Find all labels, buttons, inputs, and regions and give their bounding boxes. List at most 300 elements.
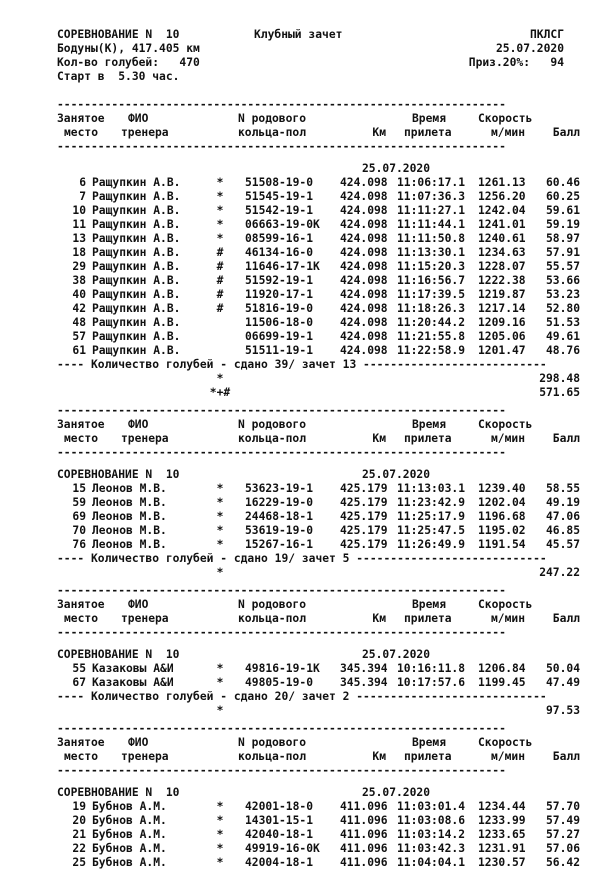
speed-cell: 1239.40 bbox=[478, 482, 526, 495]
table-row bbox=[0, 288, 600, 302]
speed-cell: 1196.68 bbox=[478, 510, 526, 523]
mark-cell: * bbox=[216, 662, 224, 675]
col-place-subheader: место bbox=[64, 432, 99, 445]
table-row bbox=[0, 190, 600, 204]
ring-number-cell: 51508-19-0 bbox=[245, 176, 314, 189]
section-date: 25.07.2020 bbox=[362, 162, 431, 175]
place-cell: 69 bbox=[72, 510, 86, 523]
mark-cell: # bbox=[216, 274, 224, 287]
col-time-subheader: прилета bbox=[404, 612, 452, 625]
table-row bbox=[0, 302, 600, 316]
ring-number-cell: 49816-19-1K bbox=[245, 662, 320, 675]
table-row bbox=[0, 482, 600, 496]
arrival-time-cell: 11:20:44.2 bbox=[397, 316, 466, 329]
column-header-top bbox=[0, 112, 600, 126]
total-mark: * bbox=[216, 704, 224, 717]
speed-cell: 1240.61 bbox=[478, 232, 526, 245]
place-cell: 10 bbox=[72, 204, 86, 217]
col-place-header: Занятое bbox=[57, 598, 105, 611]
col-points-header: Балл bbox=[552, 612, 580, 625]
mark-cell: # bbox=[216, 246, 224, 259]
arrival-time-cell: 11:13:30.1 bbox=[397, 246, 466, 259]
arrival-time-cell: 11:17:39.5 bbox=[397, 288, 466, 301]
table-row bbox=[0, 330, 600, 344]
section-title bbox=[0, 786, 600, 800]
distance-cell: 424.098 bbox=[340, 232, 388, 245]
speed-cell: 1222.38 bbox=[478, 274, 526, 287]
distance-cell: 411.096 bbox=[340, 814, 388, 827]
trainer-name-cell: Ращупкин А.В. bbox=[92, 204, 181, 217]
col-speed-subheader: м/мин bbox=[490, 126, 525, 139]
points-cell: 53.23 bbox=[545, 288, 580, 301]
col-km-header: Км bbox=[372, 126, 386, 139]
arrival-time-cell: 11:03:01.4 bbox=[397, 800, 466, 813]
col-points-header: Балл bbox=[552, 432, 580, 445]
ring-number-cell: 49919-16-0K bbox=[245, 842, 320, 855]
distance-cell: 345.394 bbox=[340, 676, 388, 689]
speed-cell: 1206.84 bbox=[478, 662, 526, 675]
arrival-time-cell: 11:07:36.3 bbox=[397, 190, 466, 203]
arrival-time-cell: 11:25:17.9 bbox=[397, 510, 466, 523]
points-cell: 47.06 bbox=[545, 510, 580, 523]
separator: ------------------------------------------------------------------ bbox=[57, 98, 506, 111]
distance-cell: 425.179 bbox=[340, 538, 388, 551]
column-header-bottom bbox=[0, 750, 600, 764]
ring-number-cell: 49805-19-0 bbox=[245, 676, 314, 689]
points-cell: 59.19 bbox=[545, 218, 580, 231]
place-cell: 13 bbox=[72, 232, 86, 245]
trainer-name-cell: Ращупкин А.В. bbox=[92, 316, 181, 329]
arrival-time-cell: 11:16:56.7 bbox=[397, 274, 466, 287]
distance-cell: 424.098 bbox=[340, 204, 388, 217]
arrival-time-cell: 11:04:04.1 bbox=[397, 856, 466, 869]
table-row bbox=[0, 662, 600, 676]
speed-cell: 1202.04 bbox=[478, 496, 526, 509]
table-row bbox=[0, 496, 600, 510]
arrival-time-cell: 11:25:47.5 bbox=[397, 524, 466, 537]
trainer-name-cell: Ращупкин А.В. bbox=[92, 302, 181, 315]
col-place-subheader: место bbox=[64, 750, 99, 763]
mark-cell: # bbox=[216, 260, 224, 273]
col-place-subheader: место bbox=[64, 612, 99, 625]
header-line-4 bbox=[0, 70, 600, 84]
trainer-name-cell: Леонов М.В. bbox=[92, 482, 167, 495]
trainer-name-cell: Бубнов А.М. bbox=[92, 856, 167, 869]
place-cell: 48 bbox=[72, 316, 86, 329]
distance-cell: 424.098 bbox=[340, 274, 388, 287]
col-place-subheader: место bbox=[64, 126, 99, 139]
trainer-name-cell: Ращупкин А.В. bbox=[92, 330, 181, 343]
points-cell: 50.04 bbox=[545, 662, 580, 675]
arrival-time-cell: 11:11:44.1 bbox=[397, 218, 466, 231]
distance-cell: 424.098 bbox=[340, 176, 388, 189]
col-place-header: Занятое bbox=[57, 112, 105, 125]
birds-summary: ---- Количество голубей - сдано 19/ зачет 5 ---------------------------- bbox=[57, 552, 547, 565]
col-speed-header: Скорость bbox=[478, 598, 533, 611]
trainer-name-cell: Казаковы А&И bbox=[92, 662, 174, 675]
speed-cell: 1199.45 bbox=[478, 676, 526, 689]
col-ring-subheader: кольца-пол bbox=[238, 126, 307, 139]
speed-cell: 1241.01 bbox=[478, 218, 526, 231]
total-line bbox=[0, 386, 600, 400]
trainer-name-cell: Ращупкин А.В. bbox=[92, 260, 181, 273]
total-mark: *+# bbox=[209, 386, 231, 399]
ring-number-cell: 51511-19-1 bbox=[245, 344, 314, 357]
birds-summary: ---- Количество голубей - сдано 39/ зачет 13 --------------------------- bbox=[57, 358, 547, 371]
distance-cell: 424.098 bbox=[340, 288, 388, 301]
mark-cell: * bbox=[216, 814, 224, 827]
col-name-header: ФИО bbox=[128, 736, 149, 749]
table-row bbox=[0, 538, 600, 552]
speed-cell: 1205.06 bbox=[478, 330, 526, 343]
separator: ------------------------------------------------------------------ bbox=[57, 446, 506, 459]
speed-cell: 1230.57 bbox=[478, 856, 526, 869]
mark-cell: # bbox=[216, 302, 224, 315]
place-cell: 7 bbox=[79, 190, 86, 203]
separator-line bbox=[0, 626, 600, 640]
points-cell: 55.57 bbox=[545, 260, 580, 273]
mark-cell: * bbox=[216, 190, 224, 203]
total-mark: * bbox=[216, 372, 224, 385]
mark-cell: * bbox=[216, 538, 224, 551]
distance-cell: 424.098 bbox=[340, 302, 388, 315]
col-km-header: Км bbox=[372, 612, 386, 625]
arrival-time-cell: 10:17:57.6 bbox=[397, 676, 466, 689]
speed-cell: 1242.04 bbox=[478, 204, 526, 217]
mark-cell: * bbox=[216, 800, 224, 813]
col-name-header: ФИО bbox=[128, 598, 149, 611]
ring-number-cell: 53623-19-1 bbox=[245, 482, 314, 495]
mark-cell: * bbox=[216, 524, 224, 537]
col-time-header: Время bbox=[412, 598, 447, 611]
place-cell: 11 bbox=[72, 218, 86, 231]
speed-cell: 1261.13 bbox=[478, 176, 526, 189]
distance-cell: 424.098 bbox=[340, 316, 388, 329]
arrival-time-cell: 11:11:50.8 bbox=[397, 232, 466, 245]
speed-cell: 1195.02 bbox=[478, 524, 526, 537]
table-row bbox=[0, 274, 600, 288]
mark-cell: * bbox=[216, 842, 224, 855]
summary-line bbox=[0, 552, 600, 566]
place-cell: 67 bbox=[72, 676, 86, 689]
distance-cell: 411.096 bbox=[340, 856, 388, 869]
arrival-time-cell: 11:18:26.3 bbox=[397, 302, 466, 315]
mark-cell: * bbox=[216, 204, 224, 217]
trainer-name-cell: Ращупкин А.В. bbox=[92, 288, 181, 301]
table-row bbox=[0, 218, 600, 232]
summary-line bbox=[0, 690, 600, 704]
arrival-time-cell: 11:22:58.9 bbox=[397, 344, 466, 357]
club-name: ПКЛСГ bbox=[529, 28, 564, 41]
distance-cell: 425.179 bbox=[340, 510, 388, 523]
speed-cell: 1217.14 bbox=[478, 302, 526, 315]
table-row bbox=[0, 176, 600, 190]
ring-number-cell: 16229-19-0 bbox=[245, 496, 314, 509]
table-row bbox=[0, 842, 600, 856]
table-row bbox=[0, 232, 600, 246]
place-cell: 70 bbox=[72, 524, 86, 537]
scoring-type: Клубный зачет bbox=[254, 28, 343, 41]
column-header-bottom bbox=[0, 432, 600, 446]
distance-cell: 425.179 bbox=[340, 496, 388, 509]
points-cell: 57.49 bbox=[545, 814, 580, 827]
arrival-time-cell: 11:26:49.9 bbox=[397, 538, 466, 551]
trainer-name-cell: Леонов М.В. bbox=[92, 496, 167, 509]
summary-line bbox=[0, 358, 600, 372]
mark-cell: * bbox=[216, 496, 224, 509]
speed-cell: 1191.54 bbox=[478, 538, 526, 551]
col-time-subheader: прилета bbox=[404, 432, 452, 445]
ring-number-cell: 11506-18-0 bbox=[245, 316, 314, 329]
mark-cell: * bbox=[216, 232, 224, 245]
header-line-2 bbox=[0, 42, 600, 56]
points-cell: 58.55 bbox=[545, 482, 580, 495]
distance-cell: 411.096 bbox=[340, 828, 388, 841]
speed-cell: 1233.99 bbox=[478, 814, 526, 827]
section-title bbox=[0, 468, 600, 482]
place-cell: 55 bbox=[72, 662, 86, 675]
separator: ------------------------------------------------------------------ bbox=[57, 764, 506, 777]
distance-cell: 424.098 bbox=[340, 330, 388, 343]
table-row bbox=[0, 510, 600, 524]
separator: ------------------------------------------------------------------ bbox=[57, 140, 506, 153]
ring-number-cell: 06699-19-1 bbox=[245, 330, 314, 343]
column-header-top bbox=[0, 736, 600, 750]
col-speed-header: Скорость bbox=[478, 736, 533, 749]
trainer-name-cell: Ращупкин А.В. bbox=[92, 246, 181, 259]
birds-summary: ---- Количество голубей - сдано 20/ зачет 2 ---------------------------- bbox=[57, 690, 547, 703]
column-header-bottom bbox=[0, 126, 600, 140]
ring-number-cell: 46134-16-0 bbox=[245, 246, 314, 259]
points-cell: 58.97 bbox=[545, 232, 580, 245]
separator-line bbox=[0, 404, 600, 418]
trainer-name-cell: Ращупкин А.В. bbox=[92, 190, 181, 203]
place-cell: 19 bbox=[72, 800, 86, 813]
speed-cell: 1233.65 bbox=[478, 828, 526, 841]
section-title bbox=[0, 162, 600, 176]
separator: ------------------------------------------------------------------ bbox=[57, 626, 506, 639]
trainer-name-cell: Казаковы А&И bbox=[92, 676, 174, 689]
trainer-name-cell: Бубнов А.М. bbox=[92, 828, 167, 841]
place-cell: 29 bbox=[72, 260, 86, 273]
ring-number-cell: 51542-19-1 bbox=[245, 204, 314, 217]
ring-number-cell: 08599-16-1 bbox=[245, 232, 314, 245]
section-competition-title: СОРЕВНОВАНИЕ N 10 bbox=[57, 786, 180, 799]
trainer-name-cell: Бубнов А.М. bbox=[92, 800, 167, 813]
trainer-name-cell: Леонов М.В. bbox=[92, 524, 167, 537]
ring-number-cell: 42004-18-1 bbox=[245, 856, 314, 869]
table-row bbox=[0, 676, 600, 690]
col-points-header: Балл bbox=[552, 126, 580, 139]
col-speed-subheader: м/мин bbox=[490, 432, 525, 445]
place-cell: 6 bbox=[79, 176, 86, 189]
speed-cell: 1219.87 bbox=[478, 288, 526, 301]
birds-count: Кол-во голубей: 470 bbox=[57, 56, 200, 69]
total-points: 298.48 bbox=[539, 372, 580, 385]
col-ring-header: N родового bbox=[238, 736, 307, 749]
col-ring-subheader: кольца-пол bbox=[238, 750, 307, 763]
release-point-distance: Бодуны(К), 417.405 км bbox=[57, 42, 200, 55]
col-place-header: Занятое bbox=[57, 418, 105, 431]
column-header-bottom bbox=[0, 612, 600, 626]
speed-cell: 1228.07 bbox=[478, 260, 526, 273]
distance-cell: 425.179 bbox=[340, 524, 388, 537]
arrival-time-cell: 11:03:08.6 bbox=[397, 814, 466, 827]
points-cell: 47.49 bbox=[545, 676, 580, 689]
col-time-header: Время bbox=[412, 418, 447, 431]
col-name-subheader: тренера bbox=[121, 432, 169, 445]
place-cell: 18 bbox=[72, 246, 86, 259]
competition-title: СОРЕВНОВАНИЕ N 10 bbox=[57, 28, 180, 41]
separator-line bbox=[0, 446, 600, 460]
col-ring-subheader: кольца-пол bbox=[238, 432, 307, 445]
arrival-time-cell: 11:11:27.1 bbox=[397, 204, 466, 217]
points-cell: 59.61 bbox=[545, 204, 580, 217]
table-row bbox=[0, 800, 600, 814]
speed-cell: 1256.20 bbox=[478, 190, 526, 203]
distance-cell: 425.179 bbox=[340, 482, 388, 495]
separator-line bbox=[0, 584, 600, 598]
points-cell: 51.53 bbox=[545, 316, 580, 329]
ring-number-cell: 06663-19-0K bbox=[245, 218, 320, 231]
speed-cell: 1231.91 bbox=[478, 842, 526, 855]
speed-cell: 1209.16 bbox=[478, 316, 526, 329]
trainer-name-cell: Леонов М.В. bbox=[92, 538, 167, 551]
separator-line bbox=[0, 98, 600, 112]
arrival-time-cell: 11:06:17.1 bbox=[397, 176, 466, 189]
distance-cell: 345.394 bbox=[340, 662, 388, 675]
place-cell: 40 bbox=[72, 288, 86, 301]
col-speed-header: Скорость bbox=[478, 418, 533, 431]
table-row bbox=[0, 828, 600, 842]
total-line bbox=[0, 704, 600, 718]
ring-number-cell: 53619-19-0 bbox=[245, 524, 314, 537]
table-row bbox=[0, 524, 600, 538]
points-cell: 56.42 bbox=[545, 856, 580, 869]
col-name-subheader: тренера bbox=[121, 750, 169, 763]
trainer-name-cell: Ращупкин А.В. bbox=[92, 176, 181, 189]
separator-line bbox=[0, 764, 600, 778]
section-date: 25.07.2020 bbox=[362, 786, 431, 799]
points-cell: 53.66 bbox=[545, 274, 580, 287]
ring-number-cell: 42040-18-1 bbox=[245, 828, 314, 841]
separator-line bbox=[0, 140, 600, 154]
ring-number-cell: 14301-15-1 bbox=[245, 814, 314, 827]
mark-cell: * bbox=[216, 856, 224, 869]
trainer-name-cell: Бубнов А.М. bbox=[92, 842, 167, 855]
total-line bbox=[0, 566, 600, 580]
col-name-subheader: тренера bbox=[121, 126, 169, 139]
total-points: 571.65 bbox=[539, 386, 580, 399]
place-cell: 22 bbox=[72, 842, 86, 855]
place-cell: 42 bbox=[72, 302, 86, 315]
col-points-header: Балл bbox=[552, 750, 580, 763]
total-points: 97.53 bbox=[545, 704, 580, 717]
total-mark: * bbox=[216, 566, 224, 579]
arrival-time-cell: 11:21:55.8 bbox=[397, 330, 466, 343]
distance-cell: 424.098 bbox=[340, 344, 388, 357]
col-speed-header: Скорость bbox=[478, 112, 533, 125]
col-time-subheader: прилета bbox=[404, 750, 452, 763]
place-cell: 25 bbox=[72, 856, 86, 869]
col-name-subheader: тренера bbox=[121, 612, 169, 625]
arrival-time-cell: 11:23:42.9 bbox=[397, 496, 466, 509]
col-km-header: Км bbox=[372, 750, 386, 763]
table-row bbox=[0, 316, 600, 330]
header-line-3 bbox=[0, 56, 600, 70]
distance-cell: 411.096 bbox=[340, 800, 388, 813]
separator: ------------------------------------------------------------------ bbox=[57, 584, 506, 597]
table-row bbox=[0, 814, 600, 828]
column-header-top bbox=[0, 598, 600, 612]
place-cell: 76 bbox=[72, 538, 86, 551]
ring-number-cell: 15267-16-1 bbox=[245, 538, 314, 551]
section-title bbox=[0, 648, 600, 662]
points-cell: 60.46 bbox=[545, 176, 580, 189]
arrival-time-cell: 11:13:03.1 bbox=[397, 482, 466, 495]
section-date: 25.07.2020 bbox=[362, 648, 431, 661]
total-line bbox=[0, 372, 600, 386]
mark-cell: * bbox=[216, 510, 224, 523]
col-km-header: Км bbox=[372, 432, 386, 445]
points-cell: 48.76 bbox=[545, 344, 580, 357]
points-cell: 49.19 bbox=[545, 496, 580, 509]
trainer-name-cell: Ращупкин А.В. bbox=[92, 218, 181, 231]
table-row bbox=[0, 856, 600, 870]
separator: ------------------------------------------------------------------ bbox=[57, 404, 506, 417]
separator: ------------------------------------------------------------------ bbox=[57, 722, 506, 735]
col-ring-header: N родового bbox=[238, 418, 307, 431]
trainer-name-cell: Ращупкин А.В. bbox=[92, 344, 181, 357]
arrival-time-cell: 11:15:20.3 bbox=[397, 260, 466, 273]
points-cell: 57.27 bbox=[545, 828, 580, 841]
place-cell: 61 bbox=[72, 344, 86, 357]
separator-line bbox=[0, 722, 600, 736]
ring-number-cell: 42001-18-0 bbox=[245, 800, 314, 813]
col-ring-header: N родового bbox=[238, 112, 307, 125]
mark-cell: # bbox=[216, 288, 224, 301]
trainer-name-cell: Бубнов А.М. bbox=[92, 814, 167, 827]
ring-number-cell: 51592-19-1 bbox=[245, 274, 314, 287]
table-row bbox=[0, 344, 600, 358]
start-time: Старт в 5.30 час. bbox=[57, 70, 180, 83]
distance-cell: 424.098 bbox=[340, 190, 388, 203]
points-cell: 60.25 bbox=[545, 190, 580, 203]
col-ring-header: N родового bbox=[238, 598, 307, 611]
speed-cell: 1234.44 bbox=[478, 800, 526, 813]
distance-cell: 424.098 bbox=[340, 260, 388, 273]
section-date: 25.07.2020 bbox=[362, 468, 431, 481]
points-cell: 57.06 bbox=[545, 842, 580, 855]
ring-number-cell: 11646-17-1K bbox=[245, 260, 320, 273]
col-speed-subheader: м/мин bbox=[490, 612, 525, 625]
place-cell: 57 bbox=[72, 330, 86, 343]
arrival-time-cell: 10:16:11.8 bbox=[397, 662, 466, 675]
place-cell: 21 bbox=[72, 828, 86, 841]
arrival-time-cell: 11:03:42.3 bbox=[397, 842, 466, 855]
distance-cell: 424.098 bbox=[340, 246, 388, 259]
distance-cell: 424.098 bbox=[340, 218, 388, 231]
mark-cell: * bbox=[216, 176, 224, 189]
col-speed-subheader: м/мин bbox=[490, 750, 525, 763]
col-time-header: Время bbox=[412, 736, 447, 749]
trainer-name-cell: Ращупкин А.В. bbox=[92, 232, 181, 245]
section-competition-title: СОРЕВНОВАНИЕ N 10 bbox=[57, 468, 180, 481]
trainer-name-cell: Ращупкин А.В. bbox=[92, 274, 181, 287]
arrival-time-cell: 11:03:14.2 bbox=[397, 828, 466, 841]
col-ring-subheader: кольца-пол bbox=[238, 612, 307, 625]
points-cell: 45.57 bbox=[545, 538, 580, 551]
